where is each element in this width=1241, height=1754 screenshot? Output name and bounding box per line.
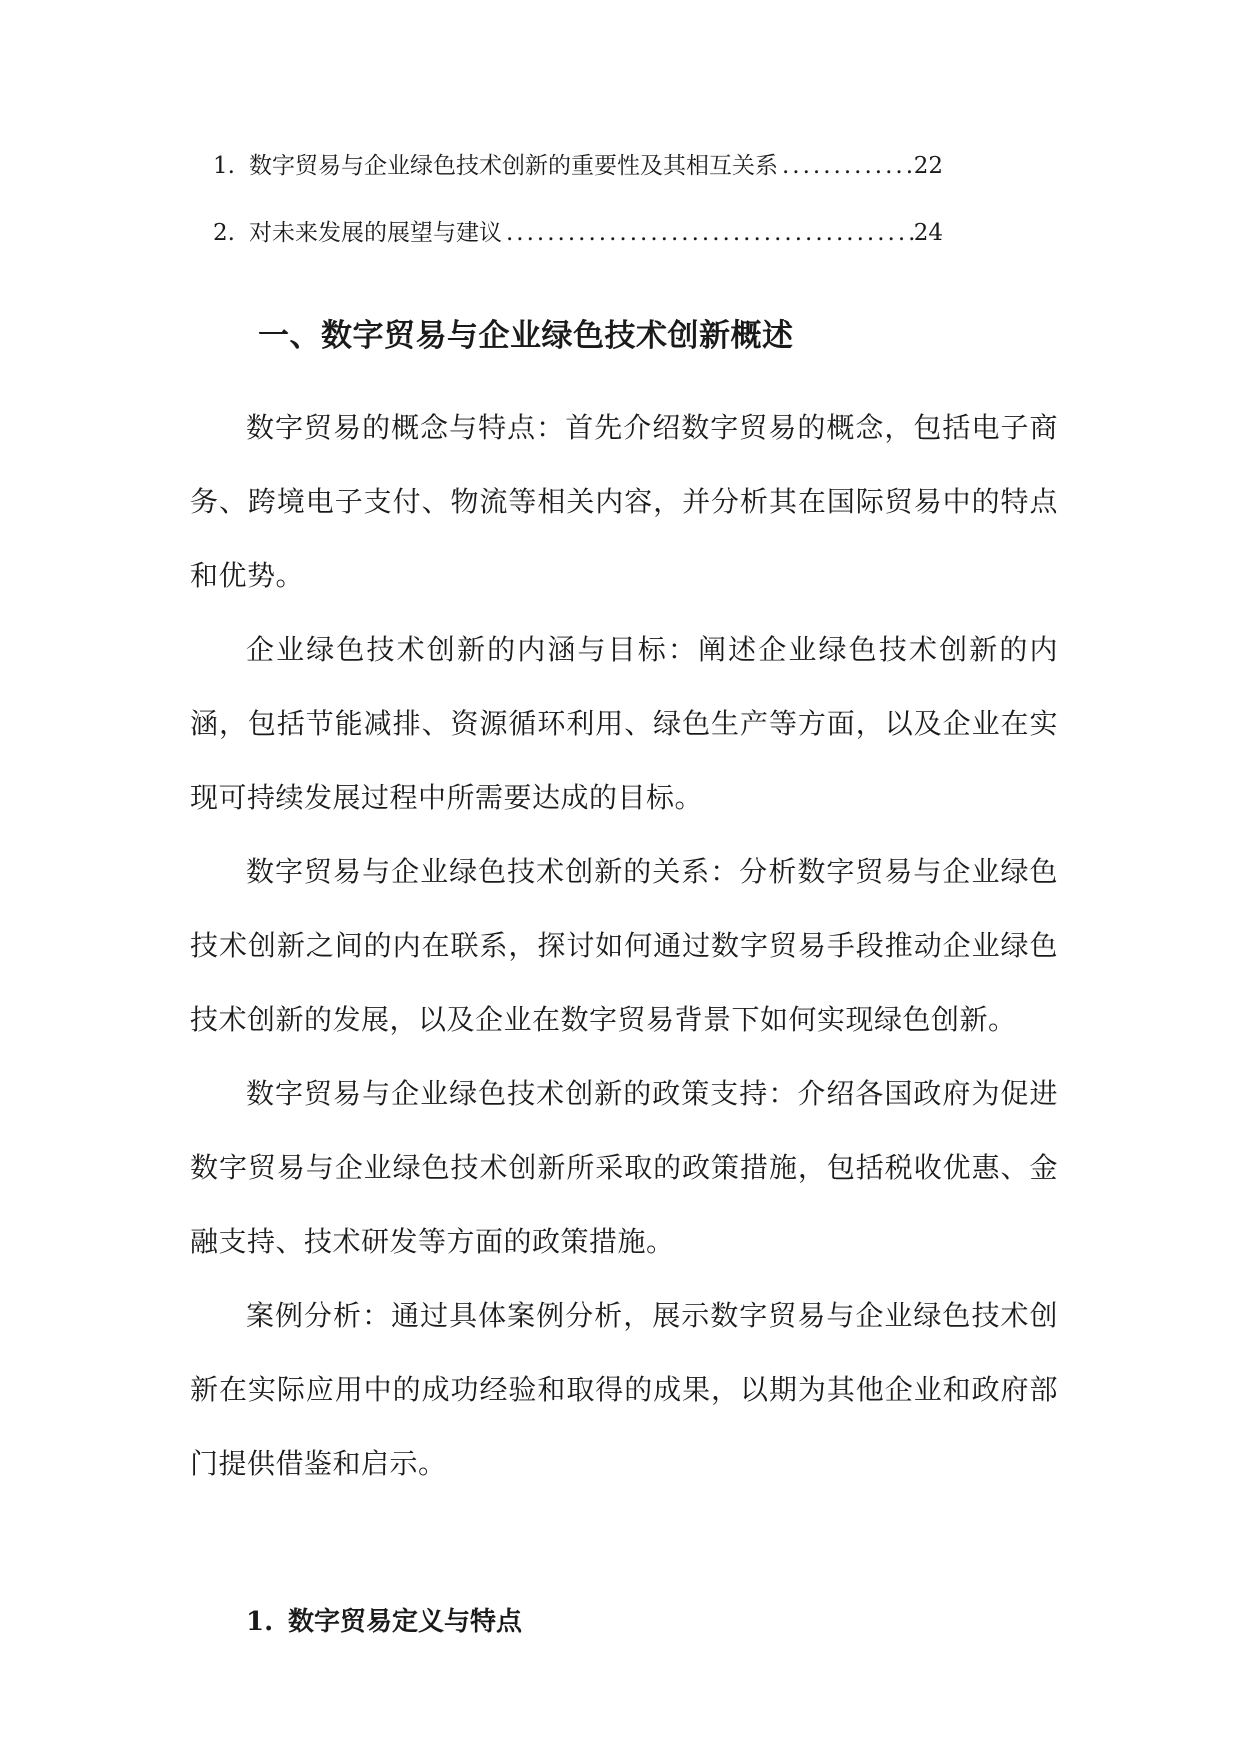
subsection-heading — [246, 1602, 522, 1642]
toc-entry-number: 2. — [213, 220, 235, 246]
subsection-title: 数字贸易定义与特点 — [288, 1607, 523, 1637]
toc-entry-title: 对未来发展的展望与建议 — [249, 220, 502, 246]
paragraph: 案例分析：通过具体案例分析，展示数字贸易与企业绿色技术创新在实际应用中的成功经验和取得的成果，以期为其他企业和政府部门提供借鉴和启示。 — [190, 1299, 1058, 1480]
toc-entry-title: 数字贸易与企业绿色技术创新的重要性及其相互关系 — [249, 153, 778, 179]
toc-entry[interactable] — [213, 216, 943, 250]
toc-entry[interactable] — [213, 149, 943, 183]
toc-leader-dots — [502, 216, 914, 250]
toc-entry-number: 1. — [213, 153, 235, 179]
toc-leader-dots — [778, 149, 914, 183]
paragraph: 企业绿色技术创新的内涵与目标：阐述企业绿色技术创新的内涵，包括节能减排、资源循环利用、绿色生产等方面，以及企业在实现可持续发展过程中所需要达成的目标。 — [190, 633, 1058, 814]
section-title: 一、数字贸易与企业绿色技术创新概述 — [258, 318, 794, 354]
subsection-number: 1. — [246, 1607, 274, 1637]
paragraph: 数字贸易的概念与特点：首先介绍数字贸易的概念，包括电子商务、跨境电子支付、物流等相关内容，并分析其在国际贸易中的特点和优势。 — [190, 411, 1058, 592]
paragraph: 数字贸易与企业绿色技术创新的关系：分析数字贸易与企业绿色技术创新之间的内在联系，探讨如何通过数字贸易手段推动企业绿色技术创新的发展，以及企业在数字贸易背景下如何实现绿色创新。 — [190, 855, 1058, 1036]
toc-entry-page: 24 — [913, 220, 943, 246]
paragraph: 数字贸易与企业绿色技术创新的政策支持：介绍各国政府为促进数字贸易与企业绿色技术创新所采取的政策措施，包括税收优惠、金融支持、技术研发等方面的政策措施。 — [190, 1077, 1058, 1258]
body-text — [190, 391, 1058, 1501]
toc-entry-page: 22 — [913, 153, 943, 179]
